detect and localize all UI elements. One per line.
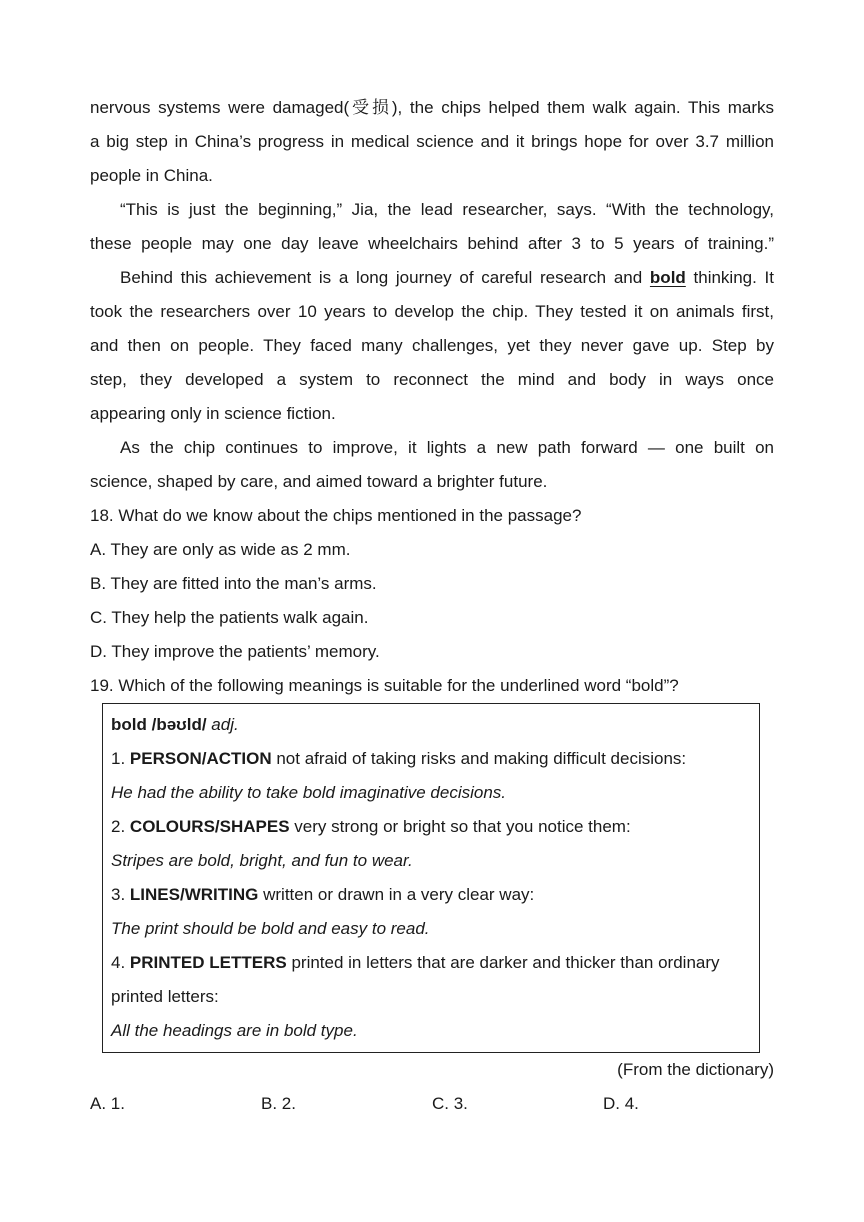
passage-line: a big step in China’s progress in medical science and it brings hope for over 3.7 million (90, 132, 774, 151)
passage-line: appearing only in science fiction. (90, 404, 336, 423)
q19-option-c: C. 3. (432, 1094, 468, 1113)
sense-number: 4. (111, 953, 126, 972)
dict-example-1: He had the ability to take bold imaginative decisions. (111, 783, 507, 802)
sense-definition: not afraid of taking risks and making difficult decisions: (276, 749, 687, 768)
passage-content (90, 91, 774, 1121)
passage-line: people in China. (90, 166, 213, 185)
passage-line: As the chip continues to improve, it lights a new path forward — one built on (120, 438, 774, 457)
underlined-word-bold: bold (649, 268, 686, 287)
passage-line: “This is just the beginning,” Jia, the lead researcher, says. “With the technology, (120, 200, 774, 219)
q18-option-d: D. They improve the patients’ memory. (90, 642, 380, 661)
sense-label: PRINTED LETTERS (129, 953, 287, 972)
sense-number: 3. (111, 885, 126, 904)
passage-line: step, they developed a system to reconnect the mind and body in ways once (90, 370, 774, 389)
question-19: 19. Which of the following meanings is suitable for the underlined word “bold”? (90, 676, 679, 695)
passage-line: and then on people. They faced many challenges, yet they never gave up. Step by (90, 336, 774, 355)
q19-option-a: A. 1. (90, 1094, 125, 1113)
sense-definition: written or drawn in a very clear way: (263, 885, 535, 904)
sense-number: 2. (111, 817, 126, 836)
dict-sense-4-cont: printed letters: (111, 987, 219, 1006)
passage-text: Behind this achievement is a long journey of careful research and (120, 268, 650, 287)
dict-sense-4 (111, 946, 759, 980)
sense-definition: printed in letters that are darker and thicker than ordinary (291, 953, 720, 972)
dict-sense-3 (111, 878, 759, 912)
dict-example-2: Stripes are bold, bright, and fun to wear. (111, 851, 413, 870)
passage-line: nervous systems were damaged(受损), the chips helped them walk again. This marks (90, 98, 774, 117)
q19-option-d: D. 4. (603, 1094, 639, 1113)
q18-option-c: C. They help the patients walk again. (90, 608, 369, 627)
dictionary-source: (From the dictionary) (617, 1060, 774, 1079)
sense-label: PERSON/ACTION (129, 749, 272, 768)
q18-option-b: B. They are fitted into the man’s arms. (90, 574, 377, 593)
passage-line (90, 261, 774, 295)
dict-pos: adj. (211, 715, 239, 734)
dict-headword-line (111, 708, 759, 742)
dict-headword: bold /bəʊld/ (111, 715, 207, 734)
dictionary-entry-box (102, 703, 760, 1053)
q19-option-b: B. 2. (261, 1094, 296, 1113)
q18-option-a: A. They are only as wide as 2 mm. (90, 540, 351, 559)
question-18: 18. What do we know about the chips mentioned in the passage? (90, 506, 582, 525)
sense-definition: very strong or bright so that you notice them: (294, 817, 631, 836)
sense-label: LINES/WRITING (129, 885, 259, 904)
passage-line: science, shaped by care, and aimed toward a brighter future. (90, 472, 548, 491)
dict-sense-2 (111, 810, 759, 844)
dict-sense-1 (111, 742, 759, 776)
passage-line: these people may one day leave wheelchairs behind after 3 to 5 years of training.” (90, 234, 774, 253)
dict-example-4: All the headings are in bold type. (111, 1021, 358, 1040)
sense-number: 1. (111, 749, 126, 768)
passage-text: thinking. It (685, 268, 774, 287)
sense-label: COLOURS/SHAPES (129, 817, 290, 836)
passage-line: took the researchers over 10 years to develop the chip. They tested it on animals first, (90, 302, 774, 321)
dict-example-3: The print should be bold and easy to read. (111, 919, 430, 938)
q19-options (90, 1087, 774, 1121)
